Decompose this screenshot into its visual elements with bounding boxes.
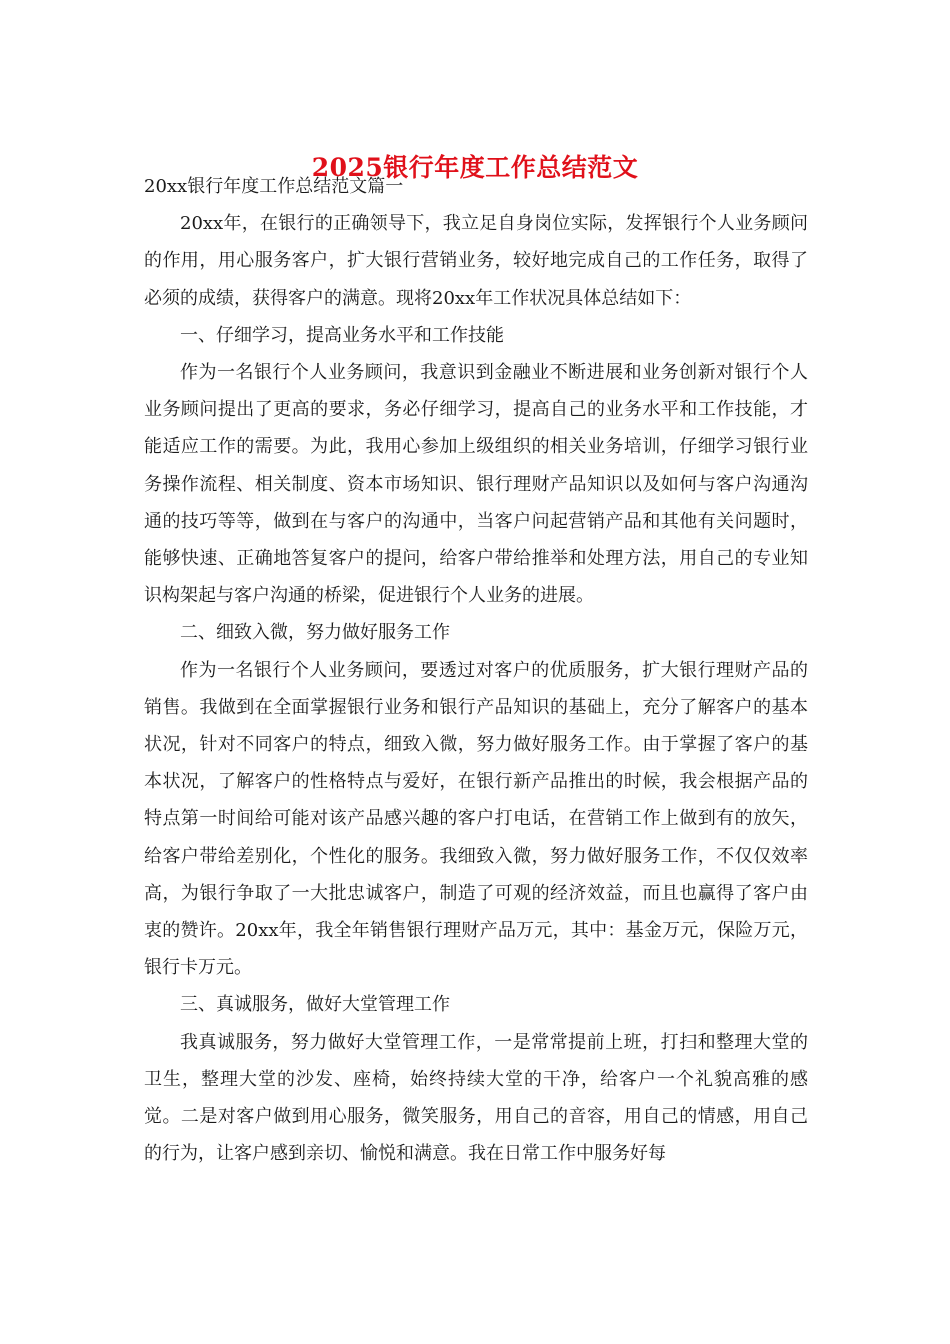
section-3-paragraph: 我真诚服务，努力做好大堂管理工作，一是常常提前上班，打扫和整理大堂的卫生，整理大堂的沙发、座椅，始终持续大堂的干净，给客户一个礼貌高雅的感觉。二是对客户做到用心服务，微笑服务，用自己的音容，用自己的情感，用自己的行为，让客户感到亲切、愉悦和满意。我在日常工作中服务好每 (144, 1031, 808, 1165)
section-heading-2: 二、细致入微，努力做好服务工作 (180, 622, 450, 644)
section-heading-1: 一、仔细学习，提高业务水平和工作技能 (180, 324, 504, 346)
document-title: 2025银行年度工作总结范文 (311, 153, 639, 182)
document-body (144, 168, 808, 1172)
intro-paragraph: 20xx年，在银行的正确领导下，我立足自身岗位实际，发挥银行个人业务顾问的作用，用心服务客户，扩大银行营销业务，较好地完成自己的工作任务，取得了必须的成绩，获得客户的满意。现将20xx年工作状况具体总结如下： (144, 213, 808, 309)
section-2-paragraph: 作为一名银行个人业务顾问，要透过对客户的优质服务，扩大银行理财产品的销售。我做到在全面掌握银行业务和银行产品知识的基础上，充分了解客户的基本状况，针对不同客户的特点，细致入微，努力做好服务工作。由于掌握了客户的基本状况，了解客户的性格特点与爱好，在银行新产品推出的时候，我会根据产品的特点第一时间给可能对该产品感兴趣的客户打电话，在营销工作上做到有的放矢，给客户带给差别化，个性化的服务。我细致入微，努力做好服务工作，不仅仅效率高，为银行争取了一大批忠诚客户，制造了可观的经济效益，而且也赢得了客户由衷的赞许。20xx年，我全年销售银行理财产品万元，其中：基金万元，保险万元，银行卡万元。 (144, 659, 808, 979)
section-1-paragraph: 作为一名银行个人业务顾问，我意识到金融业不断进展和业务创新对银行个人业务顾问提出了更高的要求，务必仔细学习，提高自己的业务水平和工作技能，才能适应工作的需要。为此，我用心参加上级组织的相关业务培训，仔细学习银行业务操作流程、相关制度、资本市场知识、银行理财产品知识以及如何与客户沟通沟通的技巧等等，做到在与客户的沟通中，当客户问起营销产品和其他有关问题时，能够快速、正确地答复客户的提问，给客户带给推举和处理方法，用自己的专业知识构架起与客户沟通的桥梁，促进银行个人业务的进展。 (144, 362, 808, 607)
section-heading-3: 三、真诚服务，做好大堂管理工作 (180, 994, 450, 1016)
document-subtitle: 20xx银行年度工作总结范文篇一 (144, 176, 404, 197)
